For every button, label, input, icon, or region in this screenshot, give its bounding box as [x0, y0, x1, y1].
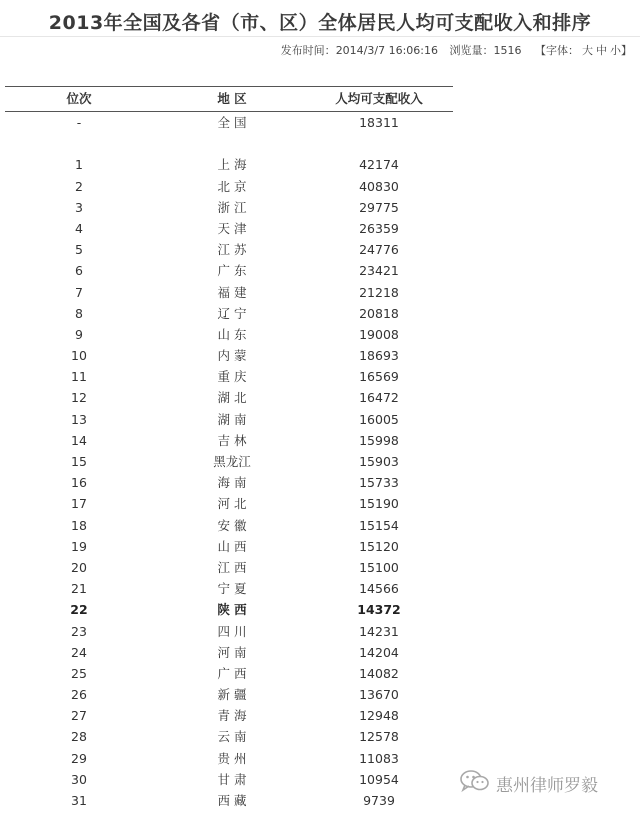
region-cell: 青 海: [217, 708, 247, 724]
income-cell: 42174: [359, 157, 399, 173]
rank-cell: 25: [71, 665, 87, 681]
publish-label: 发布时间：: [280, 44, 336, 57]
region-cell: 西 藏: [217, 793, 247, 808]
rank-cell: 30: [71, 771, 87, 787]
income-cell: 16569: [359, 369, 399, 385]
region-cell: 辽 宁: [217, 305, 247, 321]
table-row: [5, 430, 453, 451]
table-row: [5, 557, 453, 578]
rank-cell: 11: [71, 369, 87, 385]
table-row: [5, 748, 453, 769]
rank-cell: 22: [70, 602, 88, 618]
region-cell: 江 西: [217, 559, 247, 575]
wechat-watermark: [460, 770, 636, 796]
national-region: 全 国: [217, 115, 247, 130]
region-cell: 安 徽: [217, 517, 247, 533]
table-row: [5, 387, 453, 408]
rank-cell: 21: [71, 581, 87, 597]
income-cell: 15903: [359, 454, 399, 469]
table-row: [5, 790, 453, 811]
rank-cell: 18: [71, 517, 87, 533]
rank-cell: 17: [71, 496, 87, 512]
income-table: [5, 86, 453, 811]
region-cell: 河 北: [217, 496, 247, 512]
rank-cell: 31: [71, 793, 87, 808]
national-row: [5, 112, 453, 133]
income-cell: 12578: [359, 729, 399, 745]
income-cell: 15998: [359, 432, 399, 448]
table-row: [5, 684, 453, 705]
table-row: [5, 451, 453, 472]
national-rank: -: [76, 115, 82, 130]
income-cell: 23421: [359, 263, 399, 279]
title-divider: [0, 36, 640, 37]
rank-cell: 5: [75, 242, 83, 258]
rank-cell: 3: [75, 199, 83, 215]
income-cell: 21218: [359, 284, 399, 300]
region-cell: 北 京: [217, 178, 247, 194]
article-meta: [281, 42, 632, 58]
header-region: 地 区: [217, 91, 247, 106]
income-cell: 15190: [359, 496, 399, 512]
income-cell: 12948: [359, 708, 399, 724]
rank-cell: 14: [71, 432, 87, 448]
font-size-open: 【字体：: [535, 44, 579, 57]
table-row: [5, 197, 453, 218]
income-cell: 40830: [359, 178, 399, 194]
table-row: [5, 705, 453, 726]
region-cell: 吉 林: [217, 432, 247, 448]
rank-cell: 8: [75, 305, 83, 321]
rank-cell: 10: [71, 348, 87, 364]
income-cell: 13670: [359, 687, 399, 703]
page-title: 2013年全国及各省（市、区）全体居民人均可支配收入和排序: [48, 12, 592, 34]
rank-cell: 2: [75, 178, 83, 194]
rank-cell: 28: [71, 729, 87, 745]
region-cell: 天 津: [217, 220, 247, 236]
publish-time: 2014/3/7 16:06:16: [335, 44, 438, 57]
region-cell: 海 南: [217, 475, 247, 491]
income-cell: 15733: [359, 475, 399, 491]
national-income: 18311: [359, 115, 399, 130]
region-cell: 黑龙江: [213, 454, 251, 469]
rank-cell: 23: [71, 623, 87, 639]
table-row: [5, 282, 453, 303]
region-cell: 贵 州: [217, 750, 247, 766]
rank-cell: 1: [75, 157, 83, 173]
region-cell: 山 西: [217, 538, 247, 554]
rank-cell: 16: [71, 475, 87, 491]
table-row: [5, 345, 453, 366]
table-row: [5, 621, 453, 642]
income-cell: 11083: [359, 750, 399, 766]
region-cell: 广 西: [217, 665, 247, 681]
income-cell: 26359: [359, 220, 399, 236]
rank-cell: 13: [71, 411, 87, 427]
region-cell: 浙 江: [217, 199, 247, 215]
rank-cell: 19: [71, 538, 87, 554]
table-row: [5, 260, 453, 281]
table-row: [5, 536, 453, 557]
region-cell: 云 南: [217, 729, 247, 745]
income-cell: 14231: [359, 623, 399, 639]
region-cell: 甘 肃: [217, 771, 247, 787]
table-row: [5, 642, 453, 663]
region-cell: 江 苏: [217, 242, 247, 258]
income-cell: 15100: [359, 559, 399, 575]
income-cell: 20818: [359, 305, 399, 321]
income-cell: 14566: [359, 581, 399, 597]
wechat-icon: [460, 769, 490, 798]
income-cell: 16472: [359, 390, 399, 406]
income-cell: 14082: [359, 665, 399, 681]
income-cell: 16005: [359, 411, 399, 427]
region-cell: 陕 西: [217, 602, 247, 618]
table-row: [5, 176, 453, 197]
table-row: [5, 515, 453, 536]
font-size-close: 】: [621, 44, 632, 57]
table-header: [5, 86, 453, 111]
table-row: [5, 303, 453, 324]
region-cell: 重 庆: [217, 369, 247, 385]
region-cell: 上 海: [217, 157, 247, 173]
table-row: [5, 239, 453, 260]
region-cell: 宁 夏: [217, 581, 247, 597]
rank-cell: 12: [71, 390, 87, 406]
rank-cell: 15: [71, 454, 87, 469]
table-row: [5, 769, 453, 790]
table-row: [5, 663, 453, 684]
header-rank: 位次: [66, 91, 92, 106]
region-cell: 山 东: [217, 326, 247, 342]
income-cell: 9739: [363, 793, 395, 808]
income-cell: 15154: [359, 517, 399, 533]
income-cell: 29775: [359, 199, 399, 215]
region-cell: 内 蒙: [217, 348, 247, 364]
table-row: [5, 472, 453, 493]
views-count: 1516: [493, 44, 522, 57]
rank-cell: 29: [71, 750, 87, 766]
table-row: [5, 366, 453, 387]
region-cell: 福 建: [217, 284, 247, 300]
region-cell: 新 疆: [217, 687, 247, 703]
income-cell: 18693: [359, 348, 399, 364]
rank-cell: 27: [71, 708, 87, 724]
font-small-link[interactable]: 小: [610, 44, 621, 57]
table-row: [5, 409, 453, 430]
region-cell: 湖 北: [217, 390, 247, 406]
income-cell: 14372: [357, 602, 401, 618]
table-row: [5, 218, 453, 239]
spacer-row: [5, 133, 453, 154]
region-cell: 广 东: [217, 263, 247, 279]
table-row: [5, 726, 453, 747]
rank-cell: 6: [75, 263, 83, 279]
income-cell: 19008: [359, 326, 399, 342]
income-cell: 15120: [359, 538, 399, 554]
income-cell: 24776: [359, 242, 399, 258]
rank-cell: 4: [75, 220, 83, 236]
rank-cell: 24: [71, 644, 87, 660]
region-cell: 河 南: [217, 644, 247, 660]
rank-cell: 20: [71, 559, 87, 575]
income-cell: 10954: [359, 771, 399, 787]
table-row: [5, 599, 453, 620]
table-row: [5, 324, 453, 345]
rank-cell: 7: [75, 284, 83, 300]
table-row: [5, 493, 453, 514]
rank-cell: 9: [75, 326, 83, 342]
font-large-link[interactable]: 大: [582, 44, 593, 57]
table-row: [5, 154, 453, 175]
region-cell: 四 川: [217, 623, 247, 639]
header-income: 人均可支配收入: [335, 91, 423, 106]
watermark-text: 惠州律师罗毅: [496, 775, 598, 796]
table-row: [5, 578, 453, 599]
income-cell: 14204: [359, 644, 399, 660]
font-medium-link[interactable]: 中: [596, 44, 607, 57]
rank-cell: 26: [71, 687, 87, 703]
region-cell: 湖 南: [217, 411, 247, 427]
views-label: 浏览量：: [449, 44, 494, 57]
